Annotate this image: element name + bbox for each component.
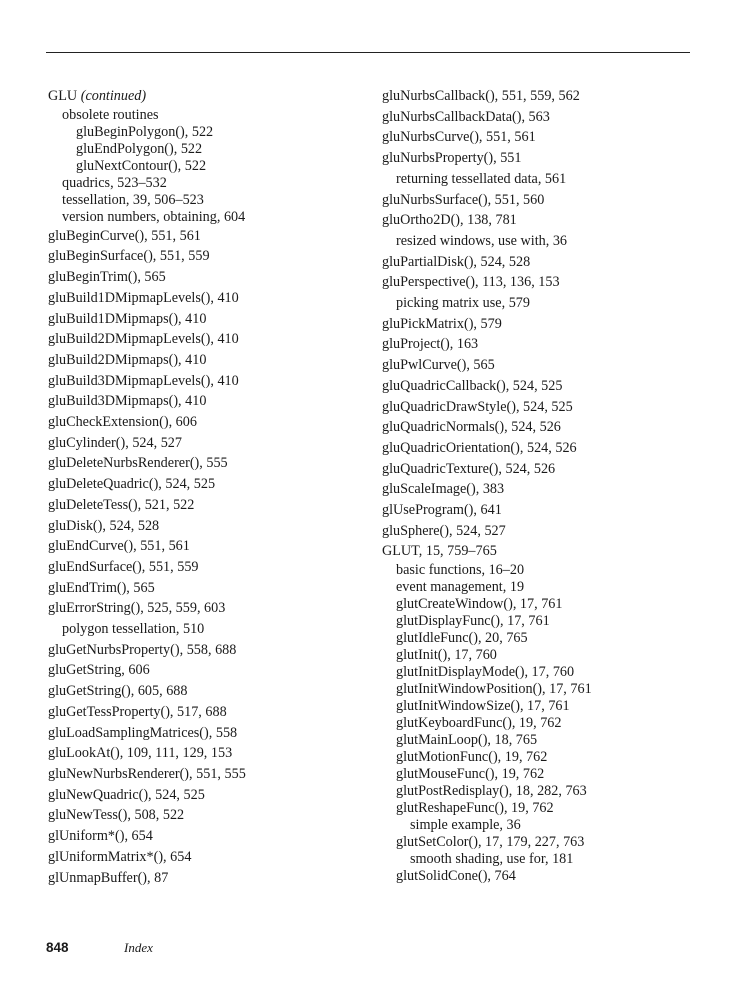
index-entry — [382, 210, 702, 231]
index-entry-text: gluBeginCurve(), 551, 561 — [48, 227, 201, 244]
index-entry — [382, 293, 702, 314]
index-entry — [382, 698, 702, 715]
index-entry — [48, 158, 368, 175]
index-entry — [48, 309, 368, 330]
index-entry — [382, 783, 702, 800]
index-entry — [48, 516, 368, 537]
index-entry-text: gluBuild3DMipmapLevels(), 410 — [48, 372, 239, 389]
index-entry-text: gluBeginPolygon(), 522 — [76, 123, 214, 140]
index-entry — [48, 764, 368, 785]
index-entry — [48, 288, 368, 309]
index-entry — [382, 500, 702, 521]
index-entry — [48, 723, 368, 744]
index-entry-text: gluNurbsCallback(), 551, 559, 562 — [382, 88, 580, 104]
index-entry — [382, 334, 702, 355]
index-entry — [382, 681, 702, 698]
index-entry-text: gluNewTess(), 508, 522 — [48, 807, 185, 824]
index-entry — [382, 417, 702, 438]
index-entry-text: basic functions, 16–20 — [396, 562, 525, 579]
index-entry — [48, 598, 368, 619]
index-entry — [382, 376, 702, 397]
index-entry — [48, 175, 368, 192]
index-entry — [48, 209, 368, 226]
index-entry-text: gluScaleImage(), 383 — [382, 481, 505, 498]
continued-label: (continued) — [80, 88, 147, 104]
index-entry-text: gluGetNurbsProperty(), 558, 688 — [48, 641, 237, 658]
index-entry — [48, 433, 368, 454]
index-entry-text: gluBuild1DMipmapLevels(), 410 — [48, 289, 239, 306]
index-entry — [382, 521, 702, 542]
index-entry-text: gluGetString, 606 — [48, 662, 150, 679]
index-entry — [48, 805, 368, 826]
index-entry — [48, 847, 368, 868]
index-entry-text: glutMainLoop(), 18, 765 — [396, 732, 538, 749]
index-entry-text: event management, 19 — [396, 579, 525, 596]
index-entry-text: quadrics, 523–532 — [62, 174, 167, 191]
index-entry-text: glUseProgram(), 641 — [382, 502, 502, 519]
index-entry — [382, 397, 702, 418]
index-entry — [382, 630, 702, 647]
index-entry-text: gluBuild2DMipmapLevels(), 410 — [48, 331, 239, 348]
index-entry-text: glutReshapeFunc(), 19, 762 — [396, 800, 554, 817]
page-footer — [46, 940, 153, 956]
index-entry — [382, 562, 702, 579]
index-entry — [382, 541, 702, 562]
index-entry-text: glutInitDisplayMode(), 17, 760 — [396, 664, 575, 681]
index-entry-text: gluPickMatrix(), 579 — [382, 315, 502, 332]
index-entry — [382, 851, 702, 868]
index-entry — [382, 868, 702, 885]
index-entry-text: glutDisplayFunc(), 17, 761 — [396, 613, 550, 630]
index-entry-text: gluSphere(), 524, 527 — [382, 522, 506, 539]
index-entry-text: gluDeleteTess(), 521, 522 — [48, 496, 195, 513]
index-entry — [48, 640, 368, 661]
index-entry — [382, 169, 702, 190]
index-entry-text: gluBuild1DMipmaps(), 410 — [48, 310, 207, 327]
index-entry — [382, 647, 702, 664]
index-entry — [48, 578, 368, 599]
index-entry — [48, 391, 368, 412]
index-entry — [382, 127, 702, 148]
index-entry — [48, 107, 368, 124]
index-entry-text: gluPartialDisk(), 524, 528 — [382, 253, 531, 270]
index-entry-text: glutInit(), 17, 760 — [396, 647, 497, 664]
index-entry-text: gluCylinder(), 524, 527 — [48, 434, 182, 451]
index-entry — [48, 681, 368, 702]
index-entry-text: gluQuadricTexture(), 524, 526 — [382, 460, 556, 477]
index-entry — [48, 412, 368, 433]
index-entry — [48, 246, 368, 267]
index-entry-text: GLU — [48, 88, 78, 104]
index-entry-text: simple example, 36 — [410, 817, 521, 834]
index-entry-text: smooth shading, use for, 181 — [410, 851, 574, 868]
index-entry — [48, 267, 368, 288]
index-entry — [48, 329, 368, 350]
index-entry-text: gluEndSurface(), 551, 559 — [48, 558, 199, 575]
index-entry-text: glutSolidCone(), 764 — [396, 868, 516, 885]
index-entry — [382, 438, 702, 459]
index-entry — [382, 86, 702, 107]
index-entry — [382, 148, 702, 169]
header-rule — [46, 52, 690, 53]
index-entry-text: gluProject(), 163 — [382, 336, 479, 353]
index-entry-text: glutInitWindowPosition(), 17, 761 — [396, 681, 592, 698]
index-entry — [48, 141, 368, 158]
index-entry — [48, 660, 368, 681]
index-entry — [48, 192, 368, 209]
index-entry — [382, 817, 702, 834]
index-entry-text: glUniformMatrix*(), 654 — [48, 848, 192, 865]
index-column-right — [382, 86, 702, 885]
index-entry — [382, 459, 702, 480]
index-entry-text: polygon tessellation, 510 — [62, 621, 205, 638]
index-entry — [382, 479, 702, 500]
index-entry-text: gluCheckExtension(), 606 — [48, 414, 197, 431]
index-entry-text: glutMotionFunc(), 19, 762 — [396, 749, 548, 766]
index-entry — [382, 749, 702, 766]
page-number: 848 — [46, 940, 69, 955]
index-entry-text: resized windows, use with, 36 — [396, 232, 568, 249]
index-entry-text: gluNurbsSurface(), 551, 560 — [382, 191, 545, 208]
index-entry — [48, 619, 368, 640]
index-entry-text: glutMouseFunc(), 19, 762 — [396, 766, 545, 783]
index-entry — [48, 124, 368, 141]
index-entry-text: gluQuadricNormals(), 524, 526 — [382, 419, 561, 436]
index-entry-text: gluLookAt(), 109, 111, 129, 153 — [48, 745, 233, 762]
index-entry-text: gluEndTrim(), 565 — [48, 579, 155, 596]
index-entry — [382, 732, 702, 749]
index-entry-text: gluNextContour(), 522 — [76, 157, 207, 174]
index-entry-text: gluDeleteNurbsRenderer(), 555 — [48, 455, 228, 472]
index-entry-text: gluBeginTrim(), 565 — [48, 269, 166, 286]
index-entry — [48, 868, 368, 889]
index-entry-text: glUnmapBuffer(), 87 — [48, 869, 169, 886]
index-entry — [382, 107, 702, 128]
running-footer-title: Index — [124, 940, 153, 955]
index-entry-text: gluGetString(), 605, 688 — [48, 683, 188, 700]
index-entry-text: gluNewQuadric(), 524, 525 — [48, 786, 205, 803]
index-entry — [48, 350, 368, 371]
index-entry-text: gluNurbsCurve(), 551, 561 — [382, 129, 536, 146]
index-entry-text: gluNurbsProperty(), 551 — [382, 150, 522, 167]
index-entry — [382, 834, 702, 851]
index-entry-text: gluEndCurve(), 551, 561 — [48, 538, 190, 555]
index-entry — [48, 743, 368, 764]
index-entry-text: glutIdleFunc(), 20, 765 — [396, 630, 528, 647]
index-entry — [382, 664, 702, 681]
index-entry — [382, 252, 702, 273]
index-entry-text: tessellation, 39, 506–523 — [62, 191, 204, 208]
index-entry-text: gluOrtho2D(), 138, 781 — [382, 212, 517, 229]
index-entry — [382, 579, 702, 596]
index-entry-text: gluQuadricDrawStyle(), 524, 525 — [382, 398, 573, 415]
index-entry-text: gluEndPolygon(), 522 — [76, 140, 203, 157]
index-entry-text: gluPwlCurve(), 565 — [382, 357, 495, 374]
index-entry — [382, 272, 702, 293]
index-entry-text: gluQuadricOrientation(), 524, 526 — [382, 439, 577, 456]
index-entry-text: gluGetTessProperty(), 517, 688 — [48, 703, 227, 720]
index-entry — [382, 231, 702, 252]
index-entry — [382, 190, 702, 211]
index-entry-text: glutPostRedisplay(), 18, 282, 763 — [396, 783, 587, 800]
index-entry-text: version numbers, obtaining, 604 — [62, 208, 246, 225]
index-column-left — [48, 86, 368, 888]
index-entry — [382, 355, 702, 376]
index-entry — [382, 314, 702, 335]
index-entry — [48, 453, 368, 474]
index-entry-text: gluPerspective(), 113, 136, 153 — [382, 274, 560, 291]
index-entry-text: glutKeyboardFunc(), 19, 762 — [396, 715, 562, 732]
index-entry-text: glUniform*(), 654 — [48, 828, 153, 845]
index-entry — [48, 86, 368, 107]
index-entry — [382, 800, 702, 817]
index-entry — [48, 474, 368, 495]
index-entry — [48, 226, 368, 247]
index-entry-text: gluDeleteQuadric(), 524, 525 — [48, 476, 216, 493]
index-entry-text: gluQuadricCallback(), 524, 525 — [382, 377, 563, 394]
index-entry — [382, 715, 702, 732]
index-entry — [48, 785, 368, 806]
index-entry-text: gluBuild3DMipmaps(), 410 — [48, 393, 207, 410]
index-entry — [48, 557, 368, 578]
index-entry-text: gluNurbsCallbackData(), 563 — [382, 108, 550, 125]
index-entry-text: obsolete routines — [62, 106, 159, 123]
index-entry-text: glutSetColor(), 17, 179, 227, 763 — [396, 834, 585, 851]
index-entry-text: gluBuild2DMipmaps(), 410 — [48, 351, 207, 368]
index-entry-text: gluNewNurbsRenderer(), 551, 555 — [48, 765, 246, 782]
index-entry-text: returning tessellated data, 561 — [396, 170, 567, 187]
index-entry — [382, 596, 702, 613]
index-entry-text: gluErrorString(), 525, 559, 603 — [48, 600, 226, 617]
index-entry-text: picking matrix use, 579 — [396, 295, 530, 312]
index-entry-text: gluBeginSurface(), 551, 559 — [48, 248, 210, 265]
index-entry-text: GLUT, 15, 759–765 — [382, 543, 497, 560]
index-entry — [382, 766, 702, 783]
index-entry-text: gluDisk(), 524, 528 — [48, 517, 160, 534]
index-entry — [48, 371, 368, 392]
index-entry-text: glutCreateWindow(), 17, 761 — [396, 596, 563, 613]
index-entry-text: gluLoadSamplingMatrices(), 558 — [48, 724, 238, 741]
index-entry — [48, 536, 368, 557]
index-entry — [382, 613, 702, 630]
index-entry-text: glutInitWindowSize(), 17, 761 — [396, 698, 570, 715]
index-entry — [48, 826, 368, 847]
index-entry — [48, 702, 368, 723]
index-entry — [48, 495, 368, 516]
